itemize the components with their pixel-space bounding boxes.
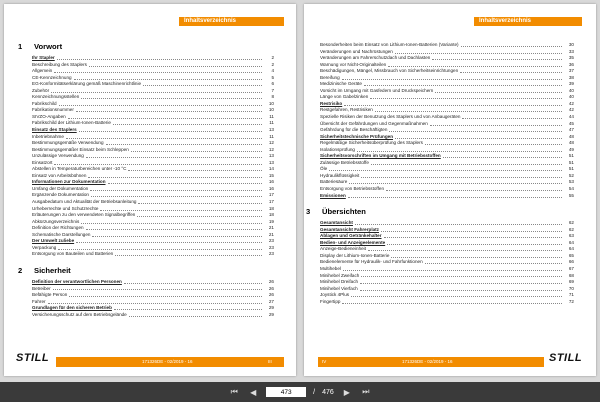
- toc-entry-page: 11: [269, 133, 274, 139]
- document-page-left: [4, 4, 296, 376]
- toc-entry-page: 53: [568, 179, 574, 185]
- dot-leader: [86, 229, 262, 230]
- dot-leader: [81, 223, 262, 224]
- toc-entry-title: Umfang der Dokumentation: [32, 185, 89, 191]
- toc-entry-title: Minihebel Zweifach: [320, 272, 360, 278]
- toc-entry-title: Bestimmungsgemäßer Einsatz beim Schleppen: [32, 146, 129, 152]
- toc-entry-page: 69: [568, 279, 574, 285]
- toc-entry-page: 13: [268, 159, 274, 165]
- toc-entry-page: 51: [568, 166, 574, 172]
- chapter-heading: [18, 42, 274, 51]
- dot-leader: [108, 183, 263, 184]
- toc-entry-title: Schematische Darstellungen: [32, 231, 91, 237]
- toc-entry-title: Ausgabedatum und Aktualität der Betriebsanleitung: [32, 199, 137, 205]
- document-page-right: [304, 4, 596, 376]
- dot-leader: [389, 131, 562, 132]
- dot-leader: [129, 316, 262, 317]
- dot-leader: [462, 118, 562, 119]
- dot-leader: [360, 283, 562, 284]
- dot-leader: [114, 309, 262, 310]
- toc-entry-title: Batteriesäure: [320, 179, 348, 185]
- toc-entry-page: 19: [268, 218, 274, 224]
- dot-leader: [432, 59, 562, 60]
- toc-entry-page: 70: [568, 285, 574, 291]
- toc-entry-title: Urheberrechte und Schutzrechte: [32, 205, 99, 211]
- toc-entry-page: 16: [268, 185, 274, 191]
- toc-entry-page: 15: [268, 172, 274, 178]
- toc-entry-page: 49: [568, 146, 574, 152]
- dot-leader: [57, 59, 262, 60]
- toc-entry-page: 13: [268, 127, 274, 133]
- toc-entry-title: Übersicht der Gefährdungen und Gegenmaßnahmen: [320, 120, 428, 126]
- dot-leader: [344, 105, 562, 106]
- toc-entry-title: Abstellen in Temperaturbereichen unter -10 °C: [32, 166, 127, 172]
- toc-entry-title: Versicherungsschutz auf dem Betriebsgelände: [32, 311, 127, 317]
- still-logo: STILL: [16, 352, 50, 364]
- toc-entry-page: 37: [568, 68, 574, 74]
- dot-leader: [361, 276, 562, 277]
- dot-leader: [343, 270, 562, 271]
- dot-leader: [391, 257, 562, 258]
- toc-entry-title: Beschreibung des Staplers: [32, 61, 87, 67]
- dot-leader: [76, 242, 262, 243]
- dot-leader: [100, 210, 262, 211]
- toc-entry-page: 38: [568, 74, 574, 80]
- dot-leader: [137, 216, 262, 217]
- toc-entry-title: Medizinische Geräte: [320, 81, 362, 87]
- dot-leader: [54, 164, 262, 165]
- toc-entry[interactable]: [320, 299, 574, 306]
- dot-leader: [76, 111, 262, 112]
- header-band: [179, 17, 284, 26]
- toc-entry-title: Bestimmungsgemäße Verwendung: [32, 140, 104, 146]
- toc-left: [18, 42, 274, 318]
- dot-leader: [351, 296, 562, 297]
- toc-entry-page: 23: [268, 244, 274, 250]
- toc-entry-title: Einsatz des Staplers: [32, 127, 77, 133]
- dot-leader: [51, 92, 262, 93]
- toc-entry-page: 64: [568, 246, 574, 252]
- toc-entry-page: 65: [568, 252, 574, 258]
- toc-entry-title: Betreiber: [32, 285, 51, 291]
- chapter-title: Vorwort: [34, 42, 63, 51]
- page-number-input[interactable]: 473: [266, 387, 306, 397]
- toc-entry-page: 66: [568, 259, 574, 265]
- toc-entry-page: 14: [268, 166, 274, 172]
- toc-entry-page: 6: [271, 81, 274, 87]
- toc-entry-title: Gefährdung für die Beschäftigten: [320, 127, 388, 133]
- dot-leader: [395, 138, 562, 139]
- dot-leader: [329, 170, 562, 171]
- dot-leader: [361, 177, 562, 178]
- still-logo: STILL: [549, 352, 583, 364]
- toc-entry-page: 71: [568, 292, 574, 298]
- toc-entry-title: Erläuterungen zu den verwendeten Signalbegriffen: [32, 212, 136, 218]
- dot-leader: [387, 244, 562, 245]
- dot-leader: [355, 224, 562, 225]
- dot-leader: [86, 157, 262, 158]
- dot-leader: [48, 303, 262, 304]
- toc-right: [306, 42, 574, 305]
- toc-entry-page: 67: [568, 265, 574, 271]
- toc-entry-page: 23: [268, 238, 274, 244]
- toc-entry-page: 68: [568, 272, 574, 278]
- dot-leader: [131, 151, 262, 152]
- toc-entry-page: 64: [568, 239, 574, 245]
- toc-entry-page: 17: [268, 199, 274, 205]
- toc-entry-page: 29: [268, 305, 274, 311]
- dot-leader: [113, 124, 262, 125]
- footer-band: [56, 357, 284, 367]
- toc-entry-title: Restrisiko: [320, 100, 343, 106]
- toc-entry-page: 21: [268, 225, 274, 231]
- toc-entry-page: 45: [568, 120, 574, 126]
- toc-entry-page: 72: [568, 298, 574, 304]
- dot-leader: [381, 231, 562, 232]
- toc-entry-title: Bedienelemente für Hydraulik- und Fahrfunktionen: [320, 259, 423, 265]
- dot-leader: [53, 289, 262, 290]
- footer-page-number: III: [268, 359, 272, 364]
- toc-entry-title: Display der Lithium-Ionen-Batterie: [320, 252, 390, 258]
- dot-leader: [68, 118, 262, 119]
- toc-entry-title: Minihebel Dreifach: [320, 279, 359, 285]
- toc-entry-title: Definition der Richtungen: [32, 225, 84, 231]
- dot-leader: [342, 79, 562, 80]
- dot-leader: [425, 263, 562, 264]
- toc-entry-page: 11: [269, 120, 274, 126]
- toc-entry-page: 33: [568, 48, 574, 54]
- toc-entry-title: Einsatzort: [32, 159, 53, 165]
- toc-entry-title: Inbetriebnahme: [32, 133, 64, 139]
- toc-entry-page: 2: [271, 61, 274, 67]
- dot-leader: [81, 98, 262, 99]
- toc-entry-title: Informationen zur Dokumentation: [32, 179, 106, 185]
- page-separator: /: [313, 388, 316, 396]
- toc-entry-page: 26: [268, 292, 274, 298]
- prev-page-icon[interactable]: ◀: [250, 387, 257, 397]
- toc-entry-page: 21: [268, 231, 274, 237]
- toc-entry-title: Öle: [320, 166, 328, 172]
- next-page-icon[interactable]: ▶: [343, 387, 350, 397]
- dot-leader: [59, 105, 262, 106]
- toc-entry-title: Besonderheiten beim Einsatz von Lithium-Ionen-Batterien (Variante): [320, 42, 459, 47]
- toc-entry-title: Einsatz von Arbeitsbühnen: [32, 172, 87, 178]
- toc-entry-page: 8: [271, 94, 274, 100]
- toc-entry-title: Bedien- und Anzeigeelemente: [320, 239, 386, 245]
- toc-entry-page: 26: [268, 285, 274, 291]
- toc-entry-title: Isolationsprüfung: [320, 146, 355, 152]
- toc-entry-page: 27: [268, 298, 274, 304]
- toc-entry-page: 5: [271, 74, 274, 80]
- toc-entry-title: Fabrikschild der Lithium-Ionen-Batterie: [32, 120, 111, 126]
- dot-leader: [128, 170, 262, 171]
- toc-entry-page: 47: [568, 127, 574, 133]
- toc-entry-title: Ergänzende Dokumentation: [32, 192, 89, 198]
- toc-entry-page: 55: [568, 192, 574, 198]
- footer-code: 171326DE - 02/2019 - 16: [142, 359, 193, 364]
- toc-entry-title: Zubehör: [32, 87, 50, 93]
- toc-entry-page: 51: [568, 159, 574, 165]
- toc-entry-title: Fabrikschild: [32, 100, 57, 106]
- toc-entry-page: 39: [568, 81, 574, 87]
- chapter-heading: [306, 207, 574, 217]
- toc-entry-page: 52: [568, 172, 574, 178]
- toc-entry-title: Vorsicht im Umgang mit Gasfedern und Druckspeichern: [320, 87, 434, 93]
- dot-leader: [90, 190, 262, 191]
- dot-leader: [106, 144, 263, 145]
- toc-entry-page: 12: [268, 140, 274, 146]
- dot-leader: [395, 53, 562, 54]
- toc-entry-title: Spezielle Risiken der Benutzung des Staplers und von Anbaugeräten: [320, 114, 461, 120]
- toc-entry-title: Definition der verantwortlichen Personen: [32, 278, 122, 284]
- toc-entry-title: Sicherheitsvorschriften im Umgang mit Betriebsstoffen: [320, 153, 441, 159]
- toc-entry-title: SIVZO-Angaben: [32, 113, 66, 119]
- dot-leader: [435, 92, 562, 93]
- dot-leader: [371, 164, 562, 165]
- toc-entry-page: 40: [568, 87, 574, 93]
- dot-leader: [430, 125, 562, 126]
- toc-entry-page: 54: [568, 186, 574, 192]
- total-pages: 476: [322, 388, 334, 396]
- toc-entry-title: Bereifung: [320, 74, 340, 80]
- toc-entry-title: Abkürzungsverzeichnis: [32, 218, 80, 224]
- toc-entry-title: Fingertipp: [320, 298, 341, 304]
- footer-code: 171326DE - 02/2019 - 16: [402, 359, 453, 364]
- toc-entry-title: Fabrikationsnummer: [32, 107, 74, 113]
- toc-entry-page: 11: [269, 113, 274, 119]
- toc-entry-page: 10: [268, 107, 274, 113]
- toc-entry-title: Joystick 4Plus: [320, 292, 350, 298]
- toc-entry-page: 51: [568, 153, 574, 159]
- toc-entry-title: Veränderungen am Fahrerschutzdach und Dachlasten: [320, 55, 431, 61]
- toc-entry-title: Der Umwelt zuliebe: [32, 238, 75, 244]
- toc-entry-page: 26: [268, 278, 274, 284]
- dot-leader: [88, 177, 262, 178]
- dot-leader: [74, 79, 262, 80]
- dot-leader: [460, 72, 562, 73]
- dot-leader: [388, 66, 562, 67]
- toc-entry-title: Sicherheitstechnische Prüfungen: [320, 133, 394, 139]
- toc-entry-page: 62: [568, 226, 574, 232]
- toc-entry-title: Verpackung: [32, 244, 57, 250]
- toc-entry-title: Unzulässige Verwendung: [32, 153, 84, 159]
- toc-entry-page: 29: [268, 311, 274, 317]
- dot-leader: [92, 236, 262, 237]
- dot-leader: [443, 157, 562, 158]
- toc-entry-title: Anzeige-Bedieneinheit: [320, 246, 366, 252]
- dot-leader: [69, 296, 262, 297]
- toc-entry-title: Veränderungen und Nachrüstungen: [320, 48, 393, 54]
- toc-entry-title: Regelmäßige Sicherheitsüberprüfung des Staplers: [320, 140, 423, 146]
- toc-entry-title: Ablagen und Getränkehalter: [320, 233, 382, 239]
- header-title: Inhaltsverzeichnis: [479, 18, 532, 24]
- chapter-number: 2: [18, 265, 23, 275]
- toc-entry-page: 16: [268, 179, 274, 185]
- dot-leader: [342, 303, 562, 304]
- toc-entry-title: Fahrer: [32, 298, 46, 304]
- toc-entry-page: 48: [568, 133, 574, 139]
- toc-entry-page: 36: [568, 61, 574, 67]
- toc-entry-page: 18: [268, 205, 274, 211]
- toc-entry-page: 63: [568, 233, 574, 239]
- toc-entry-page: 17: [268, 192, 274, 198]
- toc-entry-title: Gesamtansicht: [320, 220, 353, 226]
- dot-leader: [375, 111, 562, 112]
- dot-leader: [124, 283, 262, 284]
- header-title: Inhaltsverzeichnis: [184, 18, 237, 24]
- footer-band: [318, 357, 544, 367]
- toc-entry-title: Beschädigungen, Mängel, Missbrauch von Sicherheitseinrichtungen: [320, 68, 459, 74]
- toc-entry-page: 23: [268, 251, 274, 257]
- toc-entry-title: Entsorgung von Betriebsstoffen: [320, 186, 385, 192]
- toc-entry[interactable]: [32, 312, 274, 319]
- header-band: [474, 17, 582, 26]
- toc-entry-page: 7: [271, 87, 274, 93]
- dot-leader: [370, 98, 562, 99]
- toc-entry-title: Allgemein: [32, 68, 53, 74]
- toc-entry-title: Restgefahren, Restrisiken: [320, 107, 373, 113]
- dot-leader: [357, 151, 562, 152]
- toc-entry-title: Befähigte Person: [32, 292, 68, 298]
- dot-leader: [89, 66, 262, 67]
- toc-entry-title: Entsorgung von Bauteilen und Batterien: [32, 251, 114, 257]
- dot-leader: [360, 290, 562, 291]
- toc-entry-title: Gesamtansicht Fahrerplatz: [320, 226, 379, 232]
- toc-entry-page: 18: [268, 212, 274, 218]
- toc-entry-page: 42: [568, 100, 574, 106]
- toc-entry-title: Zulässige Betriebsstoffe: [320, 159, 369, 165]
- dot-leader: [348, 197, 562, 198]
- toc-entry-title: CE-Kennzeichnung: [32, 74, 72, 80]
- footer-page-number: IV: [322, 359, 327, 364]
- dot-leader: [54, 72, 262, 73]
- dot-leader: [138, 203, 262, 204]
- toc-entry-title: Grundlagen für den sicheren Betrieb: [32, 305, 112, 311]
- toc-entry-page: 4: [271, 68, 274, 74]
- first-page-icon[interactable]: ⏮: [230, 387, 238, 396]
- dot-leader: [386, 190, 562, 191]
- toc-entry-page: 2: [271, 55, 274, 60]
- chapter-title: Übersichten: [322, 207, 366, 217]
- toc-entry-title: Hydraulikflüssigkeit: [320, 172, 360, 178]
- toc-entry-page: 35: [568, 55, 574, 61]
- toc-entry-page: 30: [568, 42, 574, 47]
- chapter-number: 3: [306, 207, 311, 217]
- last-page-icon[interactable]: ⏭: [362, 387, 370, 396]
- chapter-title: Sicherheit: [34, 265, 71, 275]
- dot-leader: [364, 85, 562, 86]
- toc-entry-title: Multihebel: [320, 265, 341, 271]
- dot-leader: [66, 138, 262, 139]
- toc-entry-title: Ihr Stapler: [32, 55, 55, 60]
- viewer-toolbar: [0, 382, 600, 402]
- dot-leader: [91, 196, 262, 197]
- toc-entry-title: EG-Konformitätserklärung gemäß Maschinenrichtlinie: [32, 81, 142, 87]
- dot-leader: [115, 255, 262, 256]
- toc-entry-page: 13: [268, 153, 274, 159]
- dot-leader: [349, 183, 562, 184]
- dot-leader: [461, 46, 562, 47]
- toc-entry-page: 10: [268, 100, 274, 106]
- dot-leader: [368, 250, 562, 251]
- chapter-number: 1: [18, 42, 23, 51]
- chapter-heading: [18, 265, 274, 275]
- dot-leader: [384, 237, 562, 238]
- toc-entry-page: 48: [568, 140, 574, 146]
- toc-entry-title: Kennzeichnungsstellen: [32, 94, 80, 100]
- toc-entry-title: Emissionen: [320, 192, 346, 198]
- dot-leader: [143, 85, 262, 86]
- toc-entry-title: Warnung vor Nicht-Originalteilen: [320, 61, 387, 67]
- toc-entry-page: 12: [268, 146, 274, 152]
- toc-entry-title: Minihebel Vierfach: [320, 285, 358, 291]
- toc-entry-page: 62: [568, 220, 574, 226]
- dot-leader: [79, 131, 262, 132]
- toc-entry-page: 44: [568, 114, 574, 120]
- dot-leader: [425, 144, 562, 145]
- dot-leader: [58, 249, 262, 250]
- toc-entry-page: 40: [568, 94, 574, 100]
- toc-entry-title: Länge von Gabelzinken: [320, 94, 369, 100]
- toc-entry-page: 42: [568, 107, 574, 113]
